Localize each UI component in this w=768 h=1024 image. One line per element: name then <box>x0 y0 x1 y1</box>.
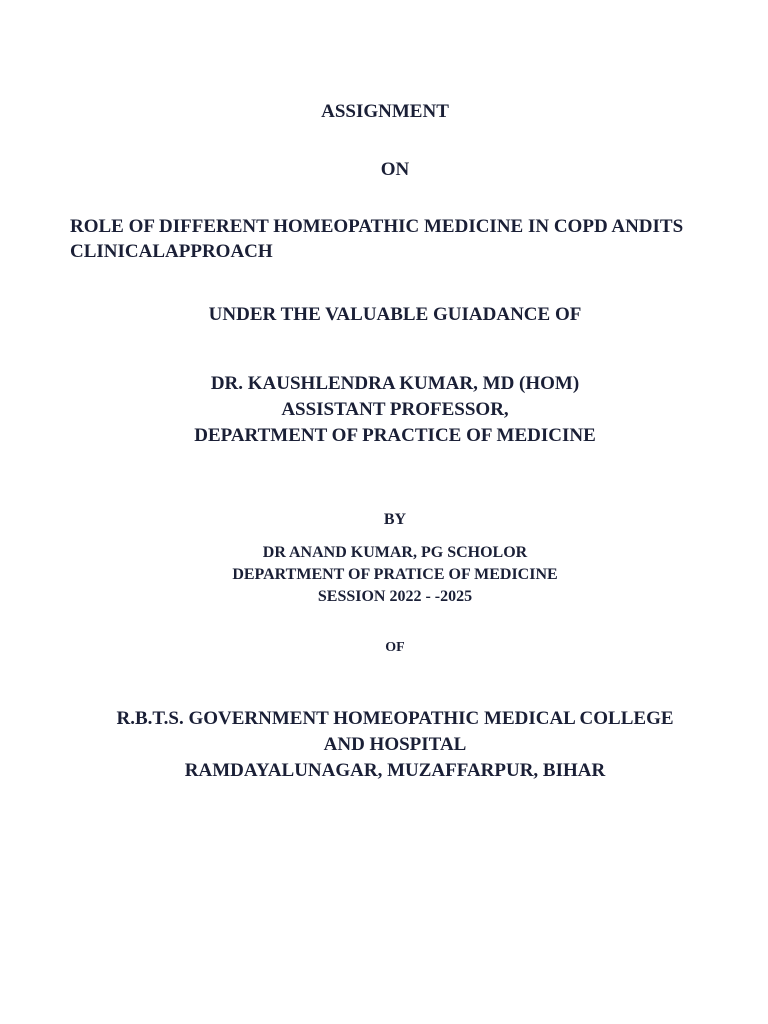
title-line-2: CLINICALAPPROACH <box>70 241 273 262</box>
guidance-label: UNDER THE VALUABLE GUIADANCE OF <box>208 304 582 325</box>
author-name: DR ANAND KUMAR, PG SCHOLOR <box>262 544 528 561</box>
by-label: BY <box>383 511 407 528</box>
title-line-1: ROLE OF DIFFERENT HOMEOPATHIC MEDICINE IN COPD ANDITS <box>70 216 684 237</box>
on-heading: ON <box>380 159 410 180</box>
author-session: SESSION 2022 - -2025 <box>317 588 473 605</box>
of-label: OF <box>385 640 405 655</box>
guide-role: ASSISTANT PROFESSOR, <box>281 399 509 420</box>
college-name-line-1: R.B.T.S. GOVERNMENT HOMEOPATHIC MEDICAL COLLEGE <box>116 708 674 729</box>
guide-name: DR. KAUSHLENDRA KUMAR, MD (HOM) <box>210 373 580 394</box>
guide-department: DEPARTMENT OF PRACTICE OF MEDICINE <box>194 425 596 446</box>
college-name-line-2: AND HOSPITAL <box>323 734 467 755</box>
author-department: DEPARTMENT OF PRATICE OF MEDICINE <box>232 566 558 583</box>
college-address: RAMDAYALUNAGAR, MUZAFFARPUR, BIHAR <box>184 760 606 781</box>
assignment-heading: ASSIGNMENT <box>321 101 449 122</box>
